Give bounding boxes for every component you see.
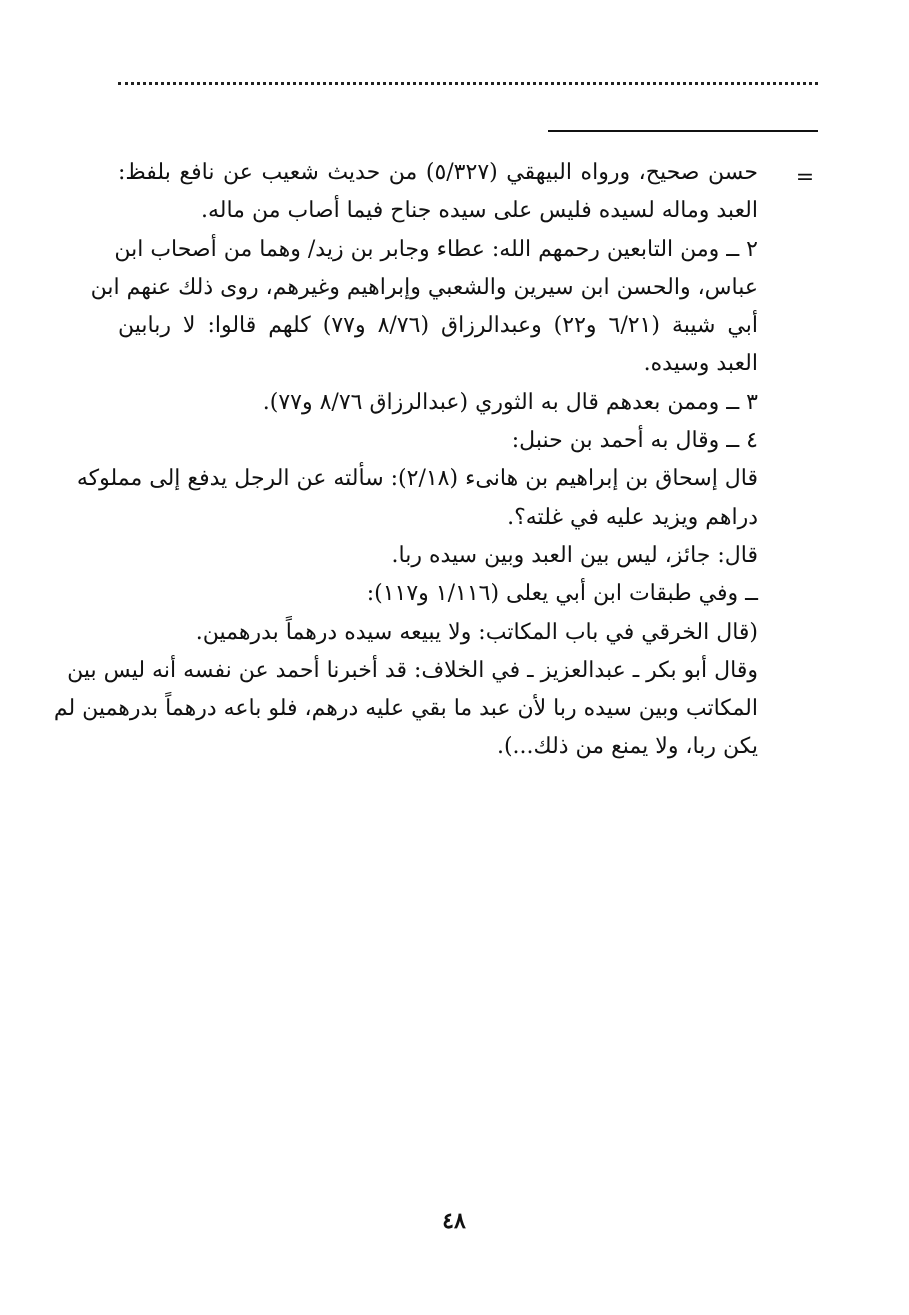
text-line: العبد وسيده. bbox=[643, 351, 758, 377]
text-line: العبد وماله لسيده فليس على سيده جناح فيما أصاب من ماله. bbox=[200, 198, 758, 224]
text-line: عباس، والحسن ابن سيرين والشعبي وإبراهيم وغيرهم، روى ذلك عنهم ابن bbox=[90, 274, 758, 300]
footnote-continuation-mark: = bbox=[795, 165, 815, 190]
text-line: دراهم ويزيد عليه في غلته؟. bbox=[507, 504, 758, 530]
text-line: (قال الخرقي في باب المكاتب: ولا يبيعه سيده درهماً بدرهمين. bbox=[195, 619, 758, 645]
text-line: أبي شيبة (٦/٢١ و٢٢) وعبدالرزاق (٨/٧٦ و٧٧) كلهم قالوا: لا ربابين bbox=[118, 313, 758, 339]
page-number: ٤٨ bbox=[442, 1208, 466, 1234]
text-line: ٣ ــ وممن بعدهم قال به الثوري (عبدالرزاق ٨/٧٦ و٧٧). bbox=[262, 389, 758, 415]
footnote-separator-rule bbox=[548, 130, 818, 132]
text-line: المكاتب وبين سيده ربا لأن عبد ما بقي عليه درهم، فلو باعه درهماً بدرهمين لم bbox=[53, 696, 758, 722]
text-line: قال إسحاق بن إبراهيم بن هانىء (٢/١٨): سألته عن الرجل يدفع إلى مملوكه bbox=[76, 466, 758, 492]
text-line: ــ وفي طبقات ابن أبي يعلى (١/١١٦ و١١٧): bbox=[366, 581, 758, 607]
text-line: قال: جائز، ليس بين العبد وبين سيده ربا. bbox=[391, 542, 758, 568]
text-line: حسن صحيح، ورواه البيهقي (٥/٣٢٧) من حديث شعيب عن نافع بلفظ: bbox=[118, 160, 759, 185]
text-line: ٢ ــ ومن التابعين رحمهم الله: عطاء وجابر بن زيد/ وهما من أصحاب ابن bbox=[114, 236, 758, 262]
text-line: يكن ربا، ولا يمنع من ذلك...). bbox=[496, 734, 758, 760]
text-line: ٤ ــ وقال به أحمد بن حنبل: bbox=[511, 428, 758, 454]
text-line: وقال أبو بكر ـ عبدالعزيز ـ في الخلاف: قد أخبرنا أحمد عن نفسه أنه ليس بين bbox=[67, 657, 758, 683]
footnote-text-block bbox=[53, 154, 759, 767]
header-dotted-rule bbox=[118, 82, 818, 85]
